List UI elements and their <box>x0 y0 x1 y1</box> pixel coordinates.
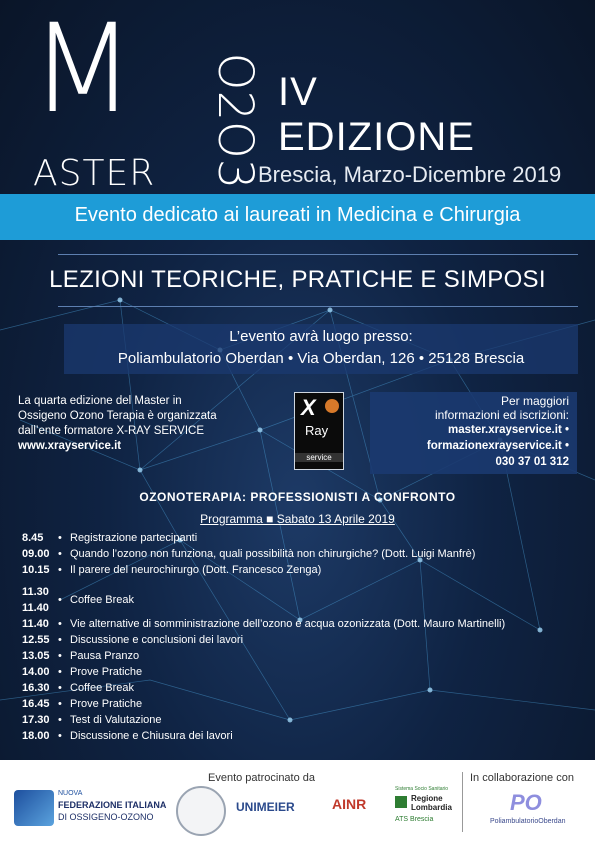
schedule-text: Coffee Break <box>70 594 135 606</box>
organizer-text <box>18 394 268 454</box>
schedule-text: Pausa Pranzo <box>70 650 140 662</box>
bullet-icon: • <box>58 532 62 544</box>
schedule-row <box>22 564 321 576</box>
contact-phone[interactable]: 030 37 01 312 <box>495 456 569 468</box>
xray-ray: Ray <box>305 423 329 438</box>
bullet-icon: • <box>58 618 62 630</box>
edition-title: IV EDIZIONE <box>278 70 475 159</box>
po-name: PoliambulatorioOberdan <box>490 818 566 825</box>
schedule-text: Prove Pratiche <box>70 666 143 678</box>
schedule-text: Coffee Break <box>70 682 135 694</box>
schedule-row <box>22 618 505 630</box>
contact-intro-1: Per maggiori <box>500 394 569 408</box>
ats-brescia: ATS Brescia <box>395 816 434 823</box>
schedule-time: 12.55 <box>22 634 50 646</box>
schedule-text: Prove Pratiche <box>70 698 143 710</box>
xray-x: X <box>301 395 316 420</box>
schedule-time: 13.05 <box>22 650 50 662</box>
logo-m: M <box>30 0 132 140</box>
schedule-time: 16.30 <box>22 682 50 694</box>
schedule-time: 17.30 <box>22 714 50 726</box>
venue-intro: L’evento avrà luogo presso: <box>229 328 413 345</box>
schedule-row <box>22 698 142 710</box>
bullet-icon: • <box>58 594 62 606</box>
schedule-time: 09.00 <box>22 548 50 560</box>
collab-label: In collaborazione con <box>470 772 574 784</box>
schedule-time: 11.40 <box>22 618 49 630</box>
patronage-label: Evento patrocinato da <box>208 772 316 784</box>
logo-o2o3: O2O3 <box>207 52 263 190</box>
schedule-row <box>22 548 475 560</box>
schedule-time: 18.00 <box>22 730 50 742</box>
bullet-icon: • <box>58 564 62 576</box>
xray-service-logo <box>294 392 344 470</box>
schedule-row <box>22 730 233 742</box>
schedule-text: Test di Valutazione <box>70 714 162 726</box>
master-logo <box>30 0 156 194</box>
organizer-line-3: dall’ente formatore X-RAY SERVICE <box>18 425 204 437</box>
headline: LEZIONI TEORICHE, PRATICHE E SIMPOSI <box>49 266 546 293</box>
program-title: OZONOTERAPIA: PROFESSIONISTI A CONFRONTO <box>139 490 456 504</box>
schedule-time: 10.15 <box>22 564 50 576</box>
hand-icon <box>325 399 339 413</box>
lombardia-cross-icon <box>395 796 407 808</box>
schedule-row <box>22 634 243 646</box>
ainr-logo: AINR <box>332 796 367 812</box>
lombardia-name: Lombardia <box>411 803 452 812</box>
bullet-icon: • <box>58 634 62 646</box>
seal-logo-icon <box>176 786 226 836</box>
schedule-time: 11.30 <box>22 586 49 598</box>
venue-address: Poliambulatorio Oberdan • Via Oberdan, 126 • 25128 Brescia <box>117 350 525 367</box>
divider-bottom <box>58 306 578 307</box>
fioo-name: FEDERAZIONE ITALIANA <box>58 800 167 810</box>
audience-band <box>0 194 595 240</box>
event-date: Brescia, Marzo-Dicembre 2019 <box>258 162 562 187</box>
logo-aster: ASTER <box>33 153 156 194</box>
bullet-icon: • <box>58 730 62 742</box>
program-date: Programma ■ Sabato 13 Aprile 2019 <box>200 512 395 526</box>
schedule-text: Discussione e conclusioni dei lavori <box>70 634 244 646</box>
schedule-row <box>22 666 142 678</box>
lombardia-system: Sistema Socio Sanitario <box>395 786 449 792</box>
schedule-row <box>22 650 139 662</box>
contact-box <box>370 392 577 474</box>
bullet-icon: • <box>58 698 62 710</box>
schedule-time: 11.40 <box>22 602 49 614</box>
lombardia-logo <box>395 786 455 823</box>
schedule-row <box>22 714 162 726</box>
schedule-text: Il parere del neurochirurgo (Dott. Francesco Zenga) <box>70 564 322 576</box>
fioo-mark-icon <box>14 790 54 826</box>
unimeier-logo: UNIMEIER <box>236 800 295 814</box>
schedule-time: 8.45 <box>22 532 44 544</box>
bullet-icon: • <box>58 714 62 726</box>
lombardia-regione: Regione <box>411 794 443 803</box>
schedule-row <box>22 532 197 544</box>
fioo-new: NUOVA <box>58 790 83 797</box>
bullet-icon: • <box>58 548 62 560</box>
program-subtitle <box>0 512 595 526</box>
organizer-link[interactable]: www.xrayservice.it <box>18 440 122 452</box>
contact-email-2[interactable]: formazionexrayservice.it • <box>426 440 569 452</box>
schedule-row <box>22 682 134 694</box>
organizer-line-1: La quarta edizione del Master in <box>18 395 182 407</box>
contact-intro-2: informazioni ed iscrizioni: <box>434 408 569 422</box>
bullet-icon: • <box>58 666 62 678</box>
organizer-line-2: Ossigeno Ozono Terapia è organizzata <box>18 410 217 422</box>
contact-intro <box>379 394 569 422</box>
bullet-icon: • <box>58 650 62 662</box>
schedule-text: Discussione e Chiusura dei lavori <box>70 730 233 742</box>
contact-email-1[interactable]: master.xrayservice.it • <box>447 424 569 436</box>
schedule-text: Registrazione partecipanti <box>70 532 198 544</box>
bullet-icon: • <box>58 682 62 694</box>
schedule-time: 16.45 <box>22 698 50 710</box>
xray-service: service <box>295 453 343 462</box>
audience-text: Evento dedicato ai laureati in Medicina e Chirurgia <box>74 204 521 226</box>
divider-top <box>58 254 578 255</box>
schedule-row <box>22 602 58 614</box>
fioo-name-2: DI OSSIGENO-OZONO <box>58 812 154 822</box>
venue-box <box>64 324 578 374</box>
schedule-text: Quando l’ozono non funziona, quali possibilità non chirurgiche? (Dott. Luigi Manfrè) <box>70 548 476 560</box>
po-logo: PO <box>510 790 542 815</box>
schedule-time: 14.00 <box>22 666 50 678</box>
footer-divider <box>462 772 463 832</box>
schedule-text: Vie alternative di somministrazione dell’ozono e acqua ozonizzata (Dott. Mauro Martinelli) <box>70 618 506 630</box>
